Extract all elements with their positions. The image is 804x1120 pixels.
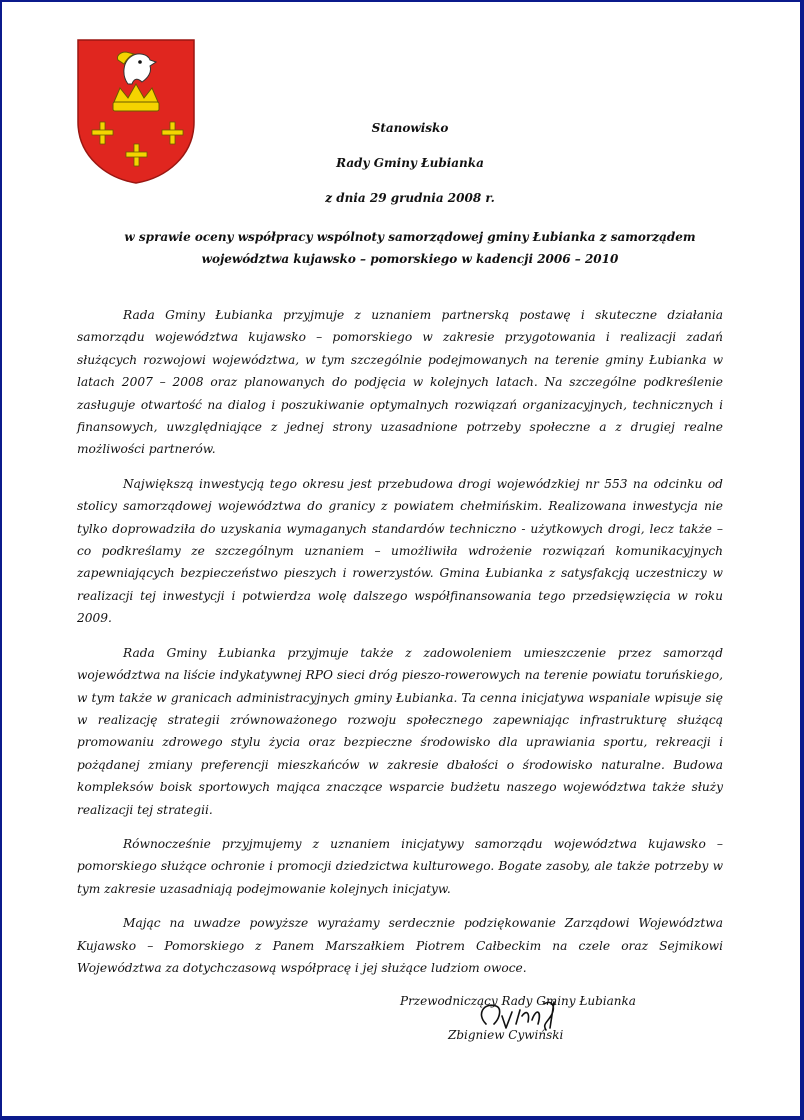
paragraph: Największą inwestycją tego okresu jest przebudowa drogi wojewódzkiej nr 553 na odcinku od stolicy samorządowej województwa do granicy z powiatem chełmińskim. Realizowana inwestycja nie tylko doprowadziła do uzyskania wymaganych standardów techniczno - użytkowych drogi, lecz także – co podkreślamy ze szczególnym uznaniem – umożliwiła wdrożenie rozwiązań komunikacyjnych zapewniających bezpieczeństwo pieszych i rowerzystów. Gmina Łubianka z satysfakcją uczestniczy w realizacji tej inwestycji i potwierdza wolę dalszego współfinansowania tego przedsięwzięcia w roku 2009. (77, 476, 723, 626)
signatory-name: Zbigniew Cywiński (448, 1028, 564, 1042)
document-type: Stanowisko (371, 121, 449, 135)
document-date: z dnia 29 grudnia 2008 r. (325, 191, 495, 205)
paragraph: Rada Gminy Łubianka przyjmuje z uznaniem partnerską postawę i skuteczne działania samorządu województwa kujawsko – pomorskiego w zakresie przygotowania i realizacji zadań służących rozwojowi województwa, w tym szczególnie podejmowanych na terenie gminy Łubianka w latach 2007 – 2008 oraz planowanych do podjęcia w kolejnych latach. Na szczególne podkreślenie zasługuje otwartość na dialog i poszukiwanie optymalnych rozwiązań organizacyjnych, technicznych i finansowych, uwzględniające z jednej strony uzasadnione potrzeby społeczne a z drugiej realne możliwości partnerów. (77, 308, 723, 457)
paragraph: Równocześnie przyjmujemy z uznaniem inicjatywy samorządu województwa kujawsko – pomorskiego służące ochronie i promocji dziedzictwa kulturowego. Bogate zasoby, ale także potrzeby w tym zakresie uzasadniają podejmowanie kolejnych inicjatyw. (77, 836, 723, 896)
signatory-title: Przewodniczący Rady Gminy Łubianka (400, 994, 636, 1008)
handwritten-signature-icon (466, 994, 576, 1040)
paragraph: Mając na uwadze powyższe wyrażamy serdecznie podziękowanie Zarządowi Województwa Kujawsko – Pomorskiego z Panem Marszałkiem Piotrem Całbeckim na czele oraz Sejmikowi Województwa za dotychczasową współpracę i jej służące ludziom owoce. (77, 916, 723, 975)
paragraph: Rada Gminy Łubianka przyjmuje także z zadowoleniem umieszczenie przez samorząd województwa na liście indykatywnej RPO sieci dróg pieszo-rowerowych na terenie powiatu toruńskiego, w tym także w granicach administracyjnych gminy Łubianka. Ta cenna inicjatywa wspaniale wpisuje się w realizację strategii zrównoważonego rozwoju społecznego zapewniając infrastrukturę służącą promowaniu zdrowego stylu życia oraz bezpieczne środowisko dla uprawiania sportu, rekreacji i pożądanej zmiany preferencji mieszkańców w zakresie dbałości o środowisko naturalne. Budowa kompleksów boisk sportowych mająca znaczące wsparcie budżetu naszego województwa także służy realizacji tej strategii. (77, 645, 723, 817)
document-subject: w sprawie oceny współpracy wspólnoty samorządowej gminy Łubianka z samorządem województwa kujawsko – pomorskiego w kadencji 2006 – 2010 (124, 230, 696, 266)
document-body (77, 304, 723, 991)
issuing-body: Rady Gminy Łubianka (336, 156, 484, 170)
